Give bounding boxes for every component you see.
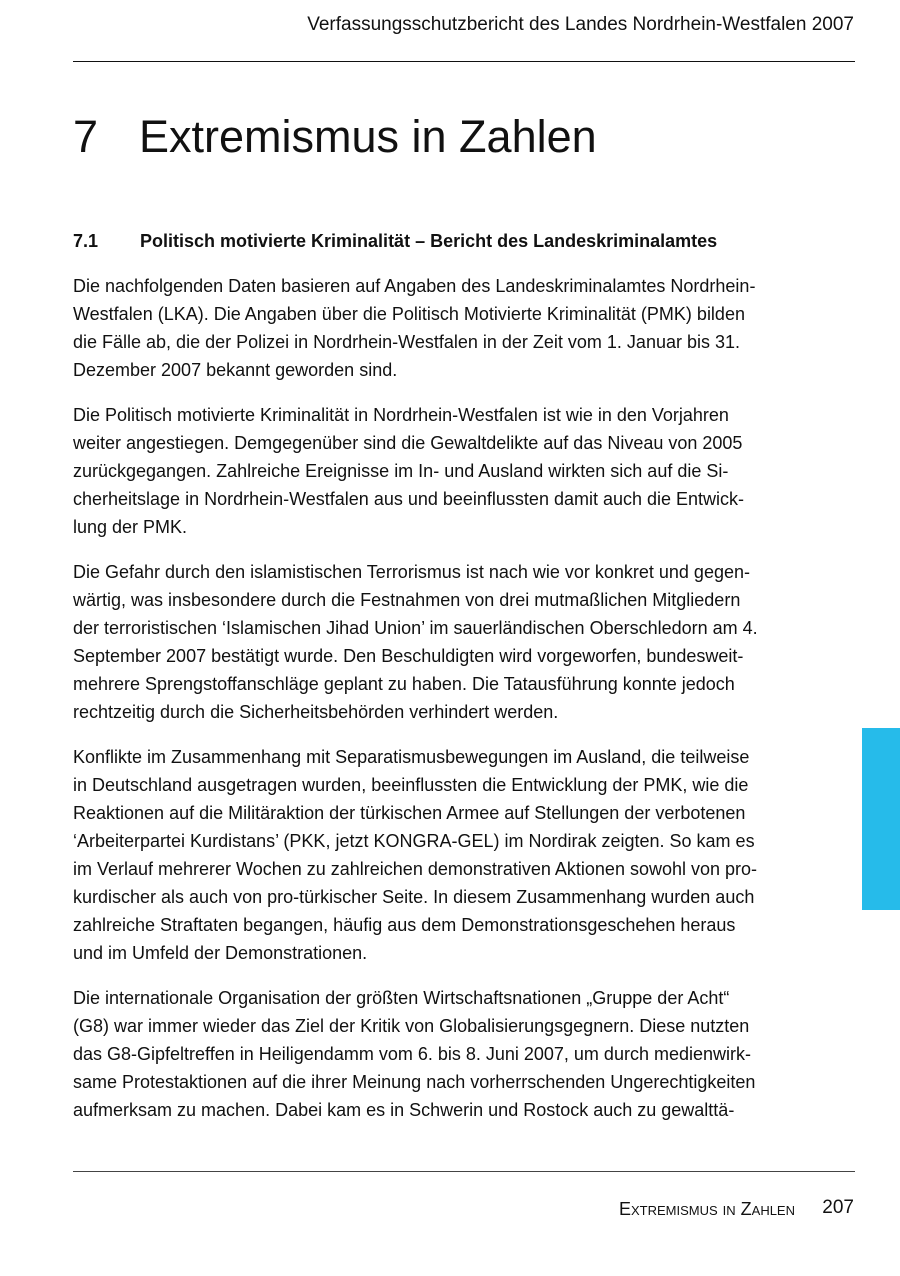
section-heading: [73, 229, 717, 253]
text-line: zahlreiche Straftaten begangen, häufig aus dem Demonstrationsgeschehen heraus: [73, 915, 736, 935]
text-line: zurückgegangen. Zahlreiche Ereignisse im In- und Ausland wirkten sich auf die Si-: [73, 461, 729, 481]
text-line: die Fälle ab, die der Polizei in Nordrhein-Westfalen in der Zeit vom 1. Januar bis 31.: [73, 332, 741, 352]
text-line: (G8) war immer wieder das Ziel der Kritik von Globalisierungsgegnern. Diese nutzten: [73, 1016, 750, 1036]
header-divider: [73, 61, 855, 62]
text-line: lung der PMK.: [73, 517, 188, 537]
running-header: Verfassungsschutzbericht des Landes Nordrhein-Westfalen 2007: [307, 14, 854, 35]
text-line: Die internationale Organisation der größten Wirtschaftsnationen „Gruppe der Acht“: [73, 988, 730, 1008]
text-line: und im Umfeld der Demonstrationen.: [73, 943, 368, 963]
text-line: rechtzeitig durch die Sicherheitsbehörden verhindert werden.: [73, 702, 559, 722]
chapter-side-tab: [862, 728, 900, 910]
text-line: weiter angestiegen. Demgegenüber sind die Gewaltdelikte auf das Niveau von 2005: [73, 433, 743, 453]
paragraph-3: [73, 558, 808, 726]
text-line: Westfalen (LKA). Die Angaben über die Politisch Motivierte Kriminalität (PMK) bilden: [73, 304, 745, 324]
text-line: in Deutschland ausgetragen wurden, beeinflussten die Entwicklung der PMK, wie die: [73, 775, 749, 795]
running-footer-title: Extremismus in Zahlen: [618, 1199, 795, 1219]
section-title: Politisch motivierte Kriminalität – Bericht des Landeskriminalamtes: [140, 231, 718, 251]
paragraph-2: [73, 401, 808, 541]
text-line: same Protestaktionen auf die ihrer Meinung nach vorherrschenden Ungerechtigkeiten: [73, 1072, 756, 1092]
paragraph-4: [73, 743, 808, 967]
paragraph-5: [73, 984, 808, 1124]
text-line: im Verlauf mehrerer Wochen zu zahlreichen demonstrativen Aktionen sowohl von pro-: [73, 859, 758, 879]
page-number: 207: [822, 1197, 854, 1218]
chapter-number: 7: [73, 111, 99, 162]
text-line: ‘Arbeiterpartei Kurdistans’ (PKK, jetzt KONGRA-GEL) im Nordirak zeigten. So kam es: [73, 831, 755, 851]
text-line: Dezember 2007 bekannt geworden sind.: [73, 360, 398, 380]
text-line: September 2007 bestätigt wurde. Den Beschuldigten wird vorgeworfen, bundesweit-: [73, 646, 744, 666]
text-line: aufmerksam zu machen. Dabei kam es in Schwerin und Rostock auch zu gewalttä-: [73, 1100, 735, 1120]
footer-divider: [73, 1171, 855, 1172]
text-line: cherheitslage in Nordrhein-Westfalen aus und beeinflussten damit auch die Entwick-: [73, 489, 745, 509]
section-number: 7.1: [73, 231, 99, 251]
text-line: wärtig, was insbesondere durch die Festnahmen von drei mutmaßlichen Mitgliedern: [73, 590, 741, 610]
text-line: Die Gefahr durch den islamistischen Terrorismus ist nach wie vor konkret und gegen-: [73, 562, 750, 582]
text-line: Die Politisch motivierte Kriminalität in Nordrhein-Westfalen ist wie in den Vorjahren: [73, 405, 729, 425]
body-text: [73, 272, 808, 1141]
text-line: der terroristischen ‘Islamischen Jihad Union’ im sauerländischen Oberschledorn am 4.: [73, 618, 758, 638]
chapter-heading: [73, 108, 597, 166]
text-line: Die nachfolgenden Daten basieren auf Angaben des Landeskriminalamtes Nordrhein-: [73, 276, 756, 296]
paragraph-1: [73, 272, 808, 384]
text-line: mehrere Sprengstoffanschläge geplant zu haben. Die Tatausführung konnte jedoch: [73, 674, 735, 694]
text-line: kurdischer als auch von pro-türkischer Seite. In diesem Zusammenhang wurden auch: [73, 887, 755, 907]
chapter-title: Extremismus in Zahlen: [139, 111, 597, 162]
text-line: Konflikte im Zusammenhang mit Separatismusbewegungen im Ausland, die teilweise: [73, 747, 750, 767]
text-line: das G8-Gipfeltreffen in Heiligendamm vom 6. bis 8. Juni 2007, um durch medienwirk-: [73, 1044, 751, 1064]
text-line: Reaktionen auf die Militäraktion der türkischen Armee auf Stellungen der verbotenen: [73, 803, 746, 823]
